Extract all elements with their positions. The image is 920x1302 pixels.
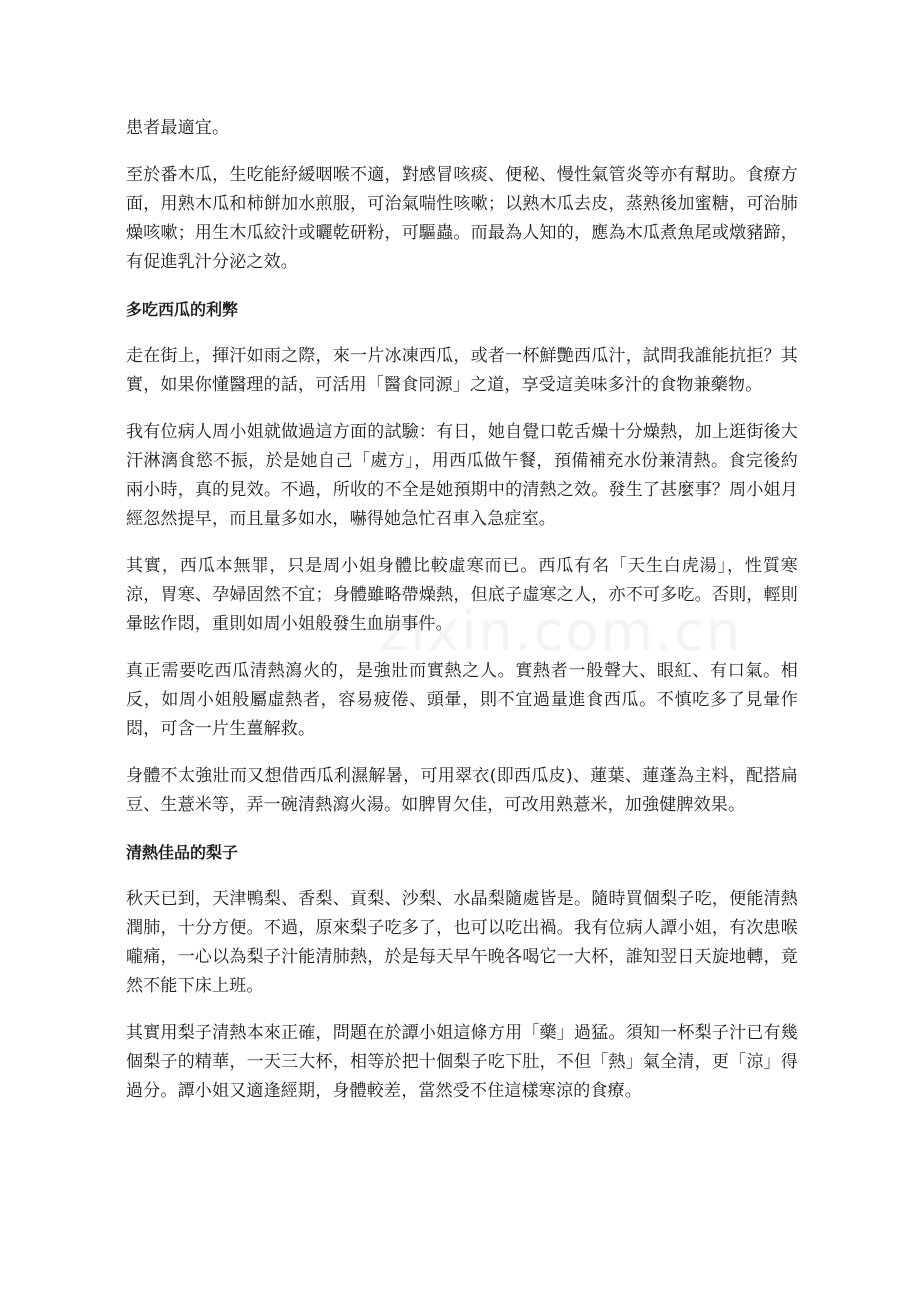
section-heading: 多吃西瓜的利弊 [126,300,239,319]
watermark: zixin.com.cn [380,600,743,663]
paragraph: 其實，西瓜本無罪，只是周小姐身體比較虛寒而已。西瓜有名「天生白虎湯」，性質寒涼，胃寒、孕婦固然不宜；身體雖略帶燥熱，但底子虛寒之人，亦不可多吃。否則，輕則暈眩作悶，重則如周小姐般發生血崩事件。 [126,556,798,634]
paragraph: 秋天已到，天津鴨梨、香梨、貢梨、沙梨、水晶梨隨處皆是。隨時買個梨子吃，便能清熱潤肺，十分方便。不過，原來梨子吃多了，也可以吃出禍。我有位病人譚小姐，有次患喉嚨痛，一心以為梨子汁能清肺熱，於是每天早午晚各喝它一大杯，誰知翌日天旋地轉，竟然不能下床上班。 [126,889,798,996]
paragraph: 走在街上，揮汗如雨之際，來一片冰凍西瓜，或者一杯鮮艷西瓜汁，試問我誰能抗拒？其實，如果你懂醫理的話，可活用「醫食同源」之道，享受這美味多汁的食物兼藥物。 [126,346,798,395]
paragraph: 至於番木瓜，生吃能紓緩咽喉不適，對感冒咳痰、便秘、慢性氣管炎等亦有幫助。食療方面，用熟木瓜和柿餅加水煎服，可治氣喘性咳嗽；以熟木瓜去皮，蒸熟後加蜜糖，可治肺燥咳嗽；用生木瓜絞汁或曬乾研粉，可驅蟲。而最為人知的，應為木瓜煮魚尾或燉豬蹄，有促進乳汁分泌之效。 [126,165,798,272]
section-heading: 清熱佳品的梨子 [126,843,239,862]
paragraph: 患者最適宜。 [126,118,230,138]
paragraph: 身體不太強壯而又想借西瓜利濕解暑，可用翠衣(即西瓜皮)、蓮葉、蓮蓬為主料，配搭扁豆、生薏米等，弄一碗清熱瀉火湯。如脾胃欠佳，可改用熟薏米，加強健脾效果。 [126,766,798,815]
article-body [126,114,798,1124]
paragraph: 真正需要吃西瓜清熱瀉火的，是強壯而實熱之人。實熱者一般聲大、眼紅、有口氣。相反，如周小姐般屬虛熱者，容易疲倦、頭暈，則不宜過量進食西瓜。不慎吃多了見暈作悶，可含一片生薑解救。 [126,661,798,739]
paragraph: 其實用梨子清熱本來正確，問題在於譚小姐這條方用「藥」過猛。須知一杯梨子汁已有幾個梨子的精華，一天三大杯，相等於把十個梨子吃下肚，不但「熱」氣全清，更「涼」得過分。譚小姐又適逢經期，身體較差，當然受不住這樣寒涼的食療。 [126,1023,798,1101]
paragraph: 我有位病人周小姐就做過這方面的試驗：有日，她自覺口乾舌燥十分燥熱，加上逛街後大汗淋漓食慾不振，於是她自己「處方」，用西瓜做午餐，預備補充水份兼清熱。食完後約兩小時，真的見效。不過，所收的不全是她預期中的清熱之效。發生了甚麼事？周小姐月經忽然提早，而且量多如水，嚇得她急忙召車入急症室。 [126,422,798,529]
